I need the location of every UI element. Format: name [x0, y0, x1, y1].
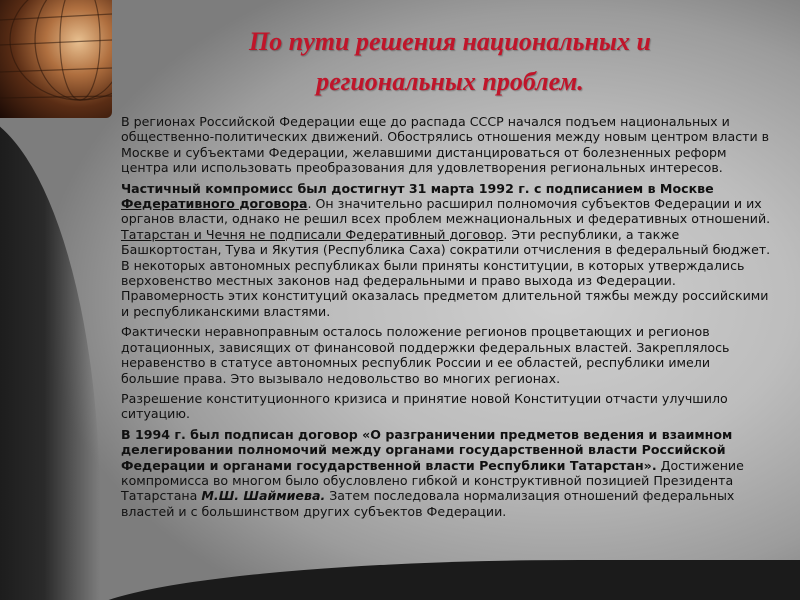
- left-dark-curve: [0, 110, 100, 600]
- p2-underlined-text: Татарстан и Чечня не подписали Федеративный договор: [121, 226, 504, 242]
- p5-bold-text: В 1994 г. был подписан договор «О разграничении предметов ведения и взаимном делегировании полномочий между органами государственной власти Российской Федерации и органами государственной власти Республики Татарстан».: [121, 426, 733, 473]
- p2-text-1: . Он значительно расширил полномочия субъектов Федерации и их органов власти, однако не решил всех проблем межнациональных и федеративных отношений.: [121, 196, 771, 227]
- paragraph-3: Фактически неравноправным осталось положение регионов процветающих и регионов дотационных, зависящих от финансовой поддержки федеральных властей. Закреплялось неравенство в статусе автономных республик России и ее областей, республики имели большие права. Это вызывало недовольство во многих регионах.: [121, 324, 730, 386]
- p2-bold-text: Частичный компромисс был достигнут 31 марта 1992 г. с подписанием в Москве: [121, 180, 714, 196]
- slide-title: [190, 22, 710, 102]
- p2-treaty-name: Федеративного договора: [121, 196, 308, 212]
- p5-president-name: М.Ш. Шаймиева.: [201, 488, 326, 504]
- p2-text-2: . Эти республики, а также Башкортостан, Тува и Якутия (Республика Саха) сократили отчисления в федеральный бюджет. В некоторых автономных республиках были приняты конституции, в которых утверждались верховенство местных законов над федеральными и право выхода из Федерации. Правомерность этих конституций оказалась предметом длительной тяжбы между российскими и республиканскими властями.: [121, 226, 771, 319]
- content-text: [121, 114, 771, 524]
- paragraph-5: [121, 427, 771, 519]
- title-line-2: региональных проблем.: [316, 67, 584, 96]
- paragraph-2: [121, 181, 771, 320]
- title-line-1: По пути решения национальных и: [249, 27, 651, 56]
- globe-grid-icon: [0, 0, 112, 118]
- paragraph-1: В регионах Российской Федерации еще до распада СССР начался подъем национальных и общественно-политических движений. Обострялись отношения между новым центром власти в Москве и субъектами Федерации, желавшими дистанцироваться от болезненных реформ центра или использовать преобразования для удовлетворения региональных интересов.: [121, 114, 770, 176]
- p5-text-1: Достижение компромисса во многом было обусловлено гибкой и конструктивной позицией Президента Татарстана: [121, 457, 744, 504]
- paragraph-4: Разрешение конституционного кризиса и принятие новой Конституции отчасти улучшило ситуацию.: [121, 390, 728, 422]
- p5-text-2: Затем последовала нормализация отношений федеральных властей и с большинством других субъектов Федерации.: [121, 488, 735, 519]
- globe-corner-image: [0, 0, 112, 118]
- bottom-dark-curve: [80, 560, 800, 600]
